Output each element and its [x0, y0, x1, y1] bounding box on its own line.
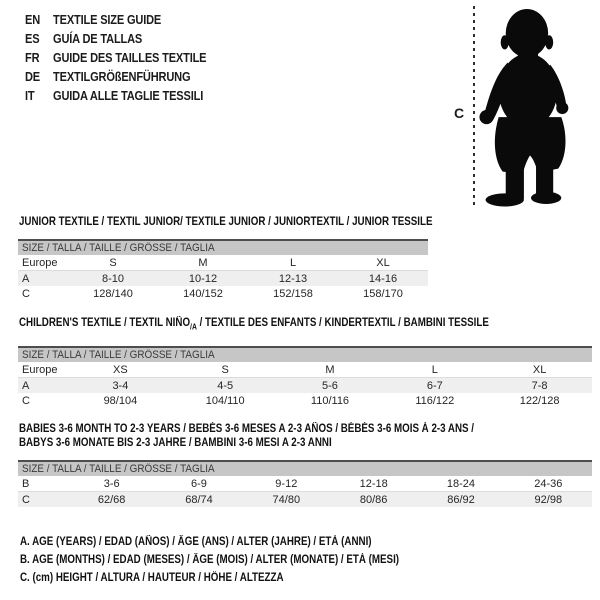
table-row: [18, 286, 428, 302]
row-label: A: [22, 379, 30, 392]
lang-row-de: [25, 67, 238, 86]
table-cell: XS: [68, 362, 173, 378]
table-cell: 98/104: [103, 394, 138, 407]
toddler-silhouette-image: [477, 6, 589, 208]
babies-section-title: BABIES 3-6 MONTH TO 2-3 YEARS / BEBÉS 3-6 MESES A 2-3 AÑOS / BÉBÉS 3-6 MOIS À 2-3 ANS / BABYS 3-6 MONATE BIS 2-3 JAHRE / BAMBINI 3-6 MESI A 2-3 ANNI: [19, 423, 475, 449]
table-cell: XL: [487, 362, 592, 378]
table-cell: 3-4: [112, 379, 129, 392]
babies-size-table: [18, 460, 592, 507]
lang-label: TEXTILE SIZE GUIDE: [53, 12, 162, 27]
table-cell: 6-7: [426, 379, 443, 392]
table-row: [18, 362, 592, 378]
table-cell: 104/110: [205, 394, 245, 407]
junior-size-header-bar: SIZE / TALLA / TAILLE / GRÖSSE / TAGLIA: [18, 239, 428, 255]
table-row: [18, 255, 428, 271]
table-cell: 152/158: [273, 287, 313, 300]
table-cell: 140/152: [183, 287, 223, 300]
junior-table: [18, 255, 428, 302]
table-cell: M: [278, 362, 383, 378]
legend-line-b: B. AGE (MONTHS) / EDAD (MESES) / ÂGE (MOIS) / ALTER (MONATE) / ETÀ (MESI): [20, 554, 400, 566]
lang-label: GUIDE DES TAILLES TEXTILE: [53, 50, 207, 65]
lang-row-it: [25, 86, 238, 105]
lang-code: ES: [25, 31, 40, 46]
legend-line-c: C. (cm) HEIGHT / ALTURA / HAUTEUR / HÖHE / ALTEZZA: [20, 572, 284, 584]
table-cell: L: [248, 255, 338, 271]
table-cell: 110/116: [310, 394, 350, 407]
table-cell: 128/140: [93, 287, 133, 300]
row-label: B: [18, 476, 68, 492]
children-table: [18, 362, 592, 409]
lang-row-fr: [25, 48, 238, 67]
table-cell: 80/86: [359, 493, 388, 506]
table-cell: 14-16: [368, 272, 398, 285]
table-cell: S: [173, 362, 278, 378]
table-row: [18, 476, 592, 492]
table-cell: 68/74: [185, 493, 213, 506]
table-cell: M: [158, 255, 248, 271]
table-cell: 5-6: [322, 379, 338, 392]
junior-section-title: JUNIOR TEXTILE / TEXTIL JUNIOR/ TEXTILE JUNIOR / JUNIORTEXTIL / JUNIOR TESSILE: [19, 216, 433, 228]
lang-label: GUIDA ALLE TAGLIE TESSILI: [53, 88, 204, 103]
table-cell: 12-18: [330, 476, 417, 492]
children-size-table: [18, 346, 592, 409]
babies-table: [18, 476, 592, 507]
measurement-legend: [20, 536, 466, 590]
measure-label-c: C: [454, 105, 465, 121]
babies-size-header-bar: SIZE / TALLA / TAILLE / GRÖSSE / TAGLIA: [18, 460, 592, 476]
table-row: [18, 393, 592, 409]
table-cell: 86/92: [447, 493, 475, 506]
table-cell: L: [382, 362, 487, 378]
row-label: Europe: [18, 255, 68, 271]
children-section-title: CHILDREN'S TEXTILE / TEXTIL $NIÑO_{/A}$ / TEXTILE DES ENFANTS / KINDERTEXTIL / BAMBINI TESSILE: [19, 317, 489, 332]
lang-label: TEXTILGRÖßENFÜHRUNG: [53, 69, 191, 84]
table-cell: 3-6: [68, 476, 155, 492]
row-label: Europe: [18, 362, 68, 378]
row-label: C: [22, 493, 30, 506]
lang-code: EN: [25, 12, 41, 27]
table-cell: 18-24: [417, 476, 504, 492]
table-cell: 62/68: [97, 493, 126, 506]
legend-line-a: A. AGE (YEARS) / EDAD (AÑOS) / ÂGE (ANS) / ALTER (JAHRE) / ETÀ (ANNI): [20, 536, 372, 548]
table-cell: 4-5: [217, 379, 234, 392]
table-cell: 74/80: [272, 493, 301, 506]
table-cell: 9-12: [243, 476, 330, 492]
table-cell: 116/122: [415, 394, 455, 407]
lang-row-en: [25, 10, 238, 29]
table-cell: 158/170: [363, 287, 403, 300]
table-cell: 12-13: [278, 272, 308, 285]
table-cell: 92/98: [534, 493, 563, 506]
table-row: [18, 378, 592, 394]
row-label: A: [22, 272, 30, 285]
table-cell: XL: [338, 255, 428, 271]
language-title-block: [25, 10, 238, 105]
lang-code: FR: [25, 50, 40, 65]
children-size-header-bar: SIZE / TALLA / TAILLE / GRÖSSE / TAGLIA: [18, 346, 592, 362]
table-cell: 8-10: [101, 272, 125, 285]
lang-code: IT: [25, 88, 35, 103]
table-cell: 10-12: [188, 272, 218, 285]
table-cell: 7-8: [531, 379, 548, 392]
row-label: C: [22, 394, 30, 407]
row-label: C: [22, 287, 30, 300]
table-cell: 122/128: [519, 394, 560, 407]
lang-label: GUÍA DE TALLAS: [53, 31, 143, 46]
lang-code: DE: [25, 69, 41, 84]
table-row: [18, 271, 428, 287]
table-cell: S: [68, 255, 158, 271]
lang-row-es: [25, 29, 238, 48]
junior-size-table: [18, 239, 428, 302]
table-cell: 6-9: [155, 476, 242, 492]
height-measure-dotted-line: [473, 6, 475, 208]
table-cell: 24-36: [505, 476, 592, 492]
table-row: [18, 492, 592, 508]
